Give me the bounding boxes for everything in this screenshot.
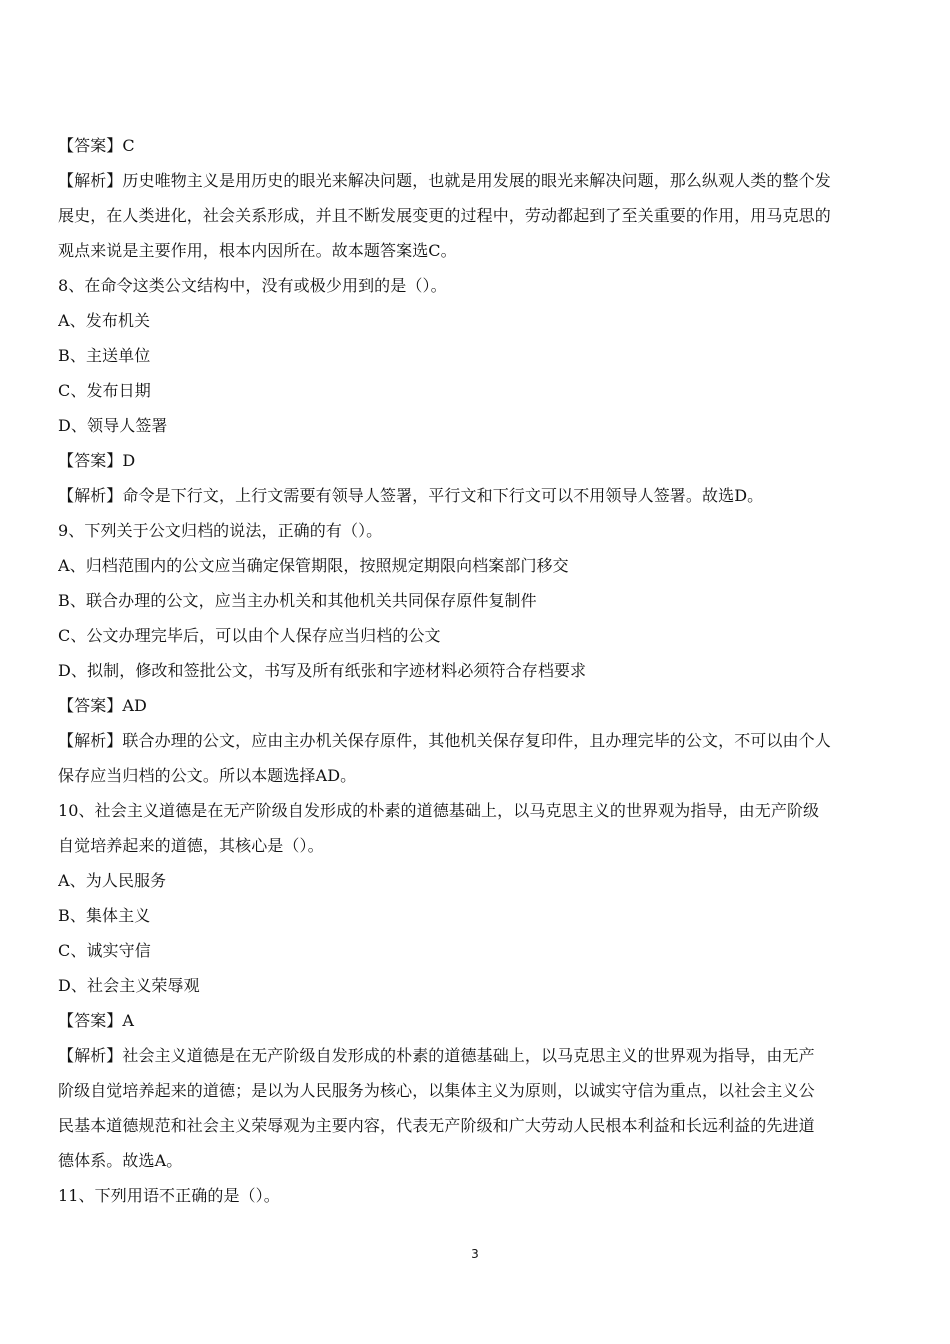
text-line: C、诚实守信 — [58, 941, 151, 960]
text-line: 阶级自觉培养起来的道德；是以为人民服务为核心，以集体主义为原则，以诚实守信为重点，以社会主义公 — [58, 1081, 815, 1100]
text-line: D、领导人签署 — [58, 416, 168, 435]
text-line: A、发布机关 — [58, 311, 151, 330]
text-line: 【解析】历史唯物主义是用历史的眼光来解决问题，也就是用发展的眼光来解决问题，那么纵观人类的整个发 — [58, 171, 831, 190]
text-line: C、发布日期 — [58, 381, 151, 400]
option-9d — [58, 653, 896, 688]
option-8a — [58, 303, 896, 338]
question-9 — [58, 513, 896, 548]
analysis-7 — [58, 163, 896, 268]
text-line: 【解析】命令是下行文，上行文需要有领导人签署，平行文和下行文可以不用领导人签署。故选D。 — [58, 486, 764, 505]
text-line: 10、社会主义道德是在无产阶级自发形成的朴素的道德基础上，以马克思主义的世界观为指导，由无产阶级 — [58, 801, 820, 820]
analysis-9 — [58, 723, 896, 793]
text-line: 民基本道德规范和社会主义荣辱观为主要内容，代表无产阶级和广大劳动人民根本利益和长远利益的先进道 — [58, 1116, 815, 1135]
text-line: 【答案】AD — [58, 696, 147, 715]
text-line: C、公文办理完毕后，可以由个人保存应当归档的公文 — [58, 626, 441, 645]
option-9b — [58, 583, 896, 618]
answer-8 — [58, 443, 896, 478]
text-line: 8、在命令这类公文结构中，没有或极少用到的是（）。 — [58, 276, 447, 295]
analysis-8 — [58, 478, 896, 513]
option-9a — [58, 548, 896, 583]
option-8c — [58, 373, 896, 408]
option-10a — [58, 863, 896, 898]
text-line: 【答案】A — [58, 1011, 135, 1030]
question-8 — [58, 268, 896, 303]
option-10d — [58, 968, 896, 1003]
answer-9 — [58, 688, 896, 723]
option-9c — [58, 618, 896, 653]
analysis-10 — [58, 1038, 896, 1178]
text-line: A、为人民服务 — [58, 871, 167, 890]
text-line: 保存应当归档的公文。所以本题选择AD。 — [58, 766, 357, 785]
question-10 — [58, 793, 896, 863]
page-number: 3 — [471, 1247, 479, 1261]
text-line: A、归档范围内的公文应当确定保管期限，按照规定期限向档案部门移交 — [58, 556, 569, 575]
text-line: D、社会主义荣辱观 — [58, 976, 200, 995]
option-8b — [58, 338, 896, 373]
question-11 — [58, 1178, 896, 1213]
text-line: D、拟制，修改和签批公文，书写及所有纸张和字迹材料必须符合存档要求 — [58, 661, 587, 680]
text-line: 【答案】D — [58, 451, 136, 470]
text-line: 11、下列用语不正确的是（）。 — [58, 1186, 280, 1205]
answer-10 — [58, 1003, 896, 1038]
text-line: B、主送单位 — [58, 346, 151, 365]
text-line: 【解析】社会主义道德是在无产阶级自发形成的朴素的道德基础上，以马克思主义的世界观为指导，由无产 — [58, 1046, 815, 1065]
text-line: 自觉培养起来的道德，其核心是（）。 — [58, 836, 324, 855]
text-line: B、集体主义 — [58, 906, 151, 925]
text-line: 展史，在人类进化，社会关系形成，并且不断发展变更的过程中，劳动都起到了至关重要的作用，用马克思的 — [58, 206, 831, 225]
text-line: 观点来说是主要作用，根本内因所在。故本题答案选C。 — [58, 241, 457, 260]
text-line: B、联合办理的公文，应当主办机关和其他机关共同保存原件复制件 — [58, 591, 537, 610]
document-body — [58, 128, 896, 1213]
text-line: 9、下列关于公文归档的说法，正确的有（）。 — [58, 521, 383, 540]
option-8d — [58, 408, 896, 443]
text-line: 德体系。故选A。 — [58, 1151, 183, 1170]
option-10c — [58, 933, 896, 968]
answer-7 — [58, 128, 896, 163]
option-10b — [58, 898, 896, 933]
text-line: 【解析】联合办理的公文，应由主办机关保存原件，其他机关保存复印件，且办理完毕的公文，不可以由个人 — [58, 731, 831, 750]
text-line: 【答案】C — [58, 136, 135, 155]
